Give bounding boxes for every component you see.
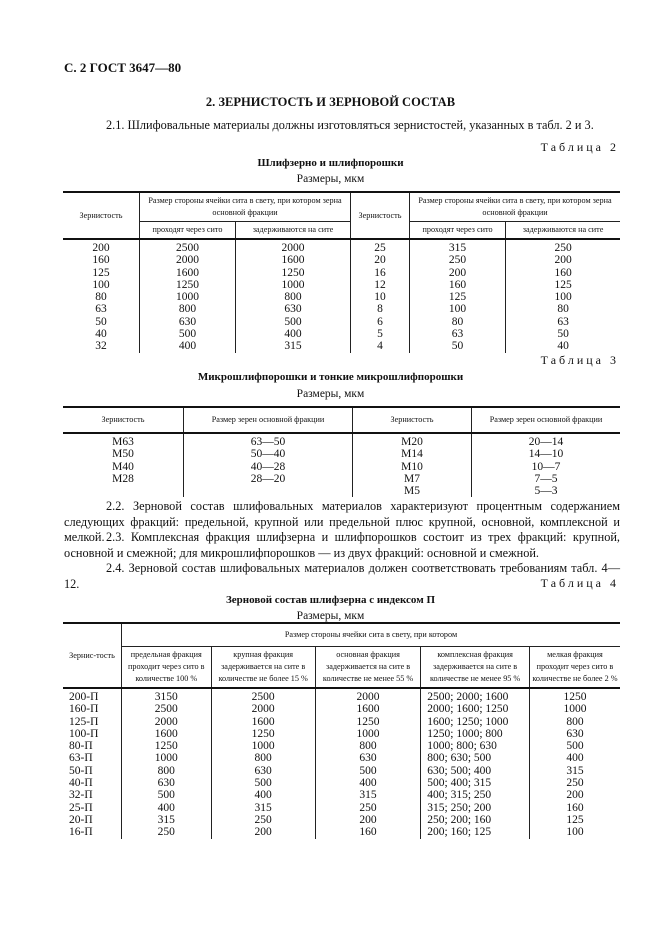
- col-header: Зернистость: [63, 192, 140, 239]
- table-row: [63, 703, 620, 715]
- table-cell: 315; 250; 200: [421, 802, 530, 814]
- table4-title: Зерновой состав шлифзерна с индексом П: [225, 594, 436, 606]
- table-row: [63, 688, 620, 703]
- table-cell: 10—7: [472, 461, 621, 473]
- table-cell: 800: [315, 740, 421, 752]
- table-cell: 63: [63, 303, 140, 315]
- table-cell: 1600: [211, 716, 315, 728]
- table-cell: 800: [140, 303, 236, 315]
- table-cell: 2500: [140, 239, 236, 254]
- table-cell: 200-П: [63, 688, 122, 703]
- table-cell: 50: [63, 316, 140, 328]
- table-row: [63, 316, 620, 328]
- table-cell: 500: [211, 777, 315, 789]
- table-row: [63, 802, 620, 814]
- table-cell: М14: [353, 448, 472, 460]
- table-cell: 400: [529, 752, 620, 764]
- table-cell: [63, 485, 184, 497]
- col-header: Размер зерен основной фракции: [184, 407, 353, 433]
- table-row: [63, 239, 620, 254]
- col-header: Размер стороны ячейки сита в свету, при котором зерна основной фракции: [409, 192, 620, 222]
- table-4: [63, 622, 620, 839]
- table-row: [63, 291, 620, 303]
- table-cell: 315: [315, 789, 421, 801]
- table-cell: 1600: [236, 254, 351, 266]
- table-row: [63, 740, 620, 752]
- table-row: [63, 485, 620, 497]
- table-row: [63, 765, 620, 777]
- table-cell: 500: [236, 316, 351, 328]
- table-cell: 250; 200; 160: [421, 814, 530, 826]
- table-cell: 2000: [211, 703, 315, 715]
- table-cell: 1000: [122, 752, 212, 764]
- table-cell: 315: [236, 340, 351, 352]
- table-cell: 630: [315, 752, 421, 764]
- table-row: [63, 279, 620, 291]
- page-header: С. 2 ГОСТ 3647—80: [64, 60, 182, 75]
- table-cell: 1250: [529, 688, 620, 703]
- col-header: Размер зерен основной фракции: [472, 407, 621, 433]
- table-cell: 500: [315, 765, 421, 777]
- table-cell: 63-П: [63, 752, 122, 764]
- table-cell: [184, 485, 353, 497]
- table-cell: 125: [409, 291, 505, 303]
- table-cell: 800: [236, 291, 351, 303]
- table-cell: 500; 400; 315: [421, 777, 530, 789]
- table-cell: 40-П: [63, 777, 122, 789]
- col-header: предельная фракция проходит через сито в количестве 100 %: [122, 647, 212, 689]
- col-header: Зернистость: [353, 407, 472, 433]
- table3-title: Микрошлифпорошки и тонкие микрошлифпорошки: [197, 371, 464, 383]
- table-cell: 14—10: [472, 448, 621, 460]
- table-cell: 500: [140, 328, 236, 340]
- table-cell: 400: [140, 340, 236, 352]
- table-row: [63, 254, 620, 266]
- table-cell: 315: [122, 814, 212, 826]
- col-header: Зернистость: [63, 407, 184, 433]
- table-cell: 800: [122, 765, 212, 777]
- table-cell: 50: [409, 340, 505, 352]
- table-cell: 1000: [529, 703, 620, 715]
- table-cell: М5: [353, 485, 472, 497]
- col-header: проходят через сито: [140, 222, 236, 240]
- table-row: [63, 433, 620, 448]
- table-cell: 1250: [236, 267, 351, 279]
- table-cell: М7: [353, 473, 472, 485]
- table-row: [63, 473, 620, 485]
- table-row: [63, 789, 620, 801]
- table-cell: 1250: [140, 279, 236, 291]
- col-header: проходят через сито: [409, 222, 505, 240]
- table3-label: Таблица 3: [540, 353, 619, 367]
- col-header: Зернистость: [350, 192, 409, 239]
- table-cell: 2500: [122, 703, 212, 715]
- table-cell: 63: [506, 316, 620, 328]
- table-cell: 20: [350, 254, 409, 266]
- paragraph-2-2: 2.2. Зерновой состав шлифовальных материалов характеризуют процентным содержанием следующих фракций: предельной, крупной или предельной плюс крупной, основной, комплексной и мелкой.: [64, 499, 620, 544]
- table-cell: 1600: [315, 703, 421, 715]
- table-cell: 4: [350, 340, 409, 352]
- table-cell: 2000; 1600; 1250: [421, 703, 530, 715]
- table-cell: 630: [236, 303, 351, 315]
- table-cell: 315: [211, 802, 315, 814]
- table-cell: 200: [506, 254, 620, 266]
- table-cell: 125: [506, 279, 620, 291]
- table-cell: 32-П: [63, 789, 122, 801]
- table-cell: 160: [529, 802, 620, 814]
- table-cell: 200; 160; 125: [421, 826, 530, 838]
- table-row: [63, 461, 620, 473]
- table3-units: Размеры, мкм: [296, 388, 365, 400]
- table-cell: 28—20: [184, 473, 353, 485]
- table-cell: 160-П: [63, 703, 122, 715]
- table-cell: 400: [236, 328, 351, 340]
- table-cell: 2000: [315, 688, 421, 703]
- table-cell: 250: [211, 814, 315, 826]
- table-cell: 6: [350, 316, 409, 328]
- table-cell: 250: [409, 254, 505, 266]
- table-cell: 400: [211, 789, 315, 801]
- table-cell: 500: [122, 789, 212, 801]
- table-cell: 1600: [122, 728, 212, 740]
- table-row: [63, 340, 620, 352]
- table-cell: 80: [506, 303, 620, 315]
- table-cell: 32: [63, 340, 140, 352]
- table-cell: 1000; 800; 630: [421, 740, 530, 752]
- table-cell: 25: [350, 239, 409, 254]
- table-row: [63, 448, 620, 460]
- table-cell: 1600; 1250; 1000: [421, 716, 530, 728]
- table-cell: 1250: [122, 740, 212, 752]
- table-cell: 63: [409, 328, 505, 340]
- table-cell: 250: [529, 777, 620, 789]
- table-cell: 160: [63, 254, 140, 266]
- table-cell: 125: [63, 267, 140, 279]
- table-cell: 5: [350, 328, 409, 340]
- table-cell: 160: [409, 279, 505, 291]
- section-title: 2. ЗЕРНИСТОСТЬ И ЗЕРНОВОЙ СОСТАВ: [205, 95, 456, 109]
- table-cell: 20-П: [63, 814, 122, 826]
- table-row: [63, 826, 620, 838]
- col-header: Размер стороны ячейки сита в свету, при котором: [122, 623, 621, 647]
- table-cell: М40: [63, 461, 184, 473]
- table-cell: 630; 500; 400: [421, 765, 530, 777]
- table-cell: 315: [409, 239, 505, 254]
- table-cell: 1000: [211, 740, 315, 752]
- table-cell: 100: [529, 826, 620, 838]
- paragraph-2-4: 2.4. Зерновой состав шлифовальных материалов должен соответствовать требованиям табл. 4—12.: [64, 561, 620, 591]
- table-cell: 800; 630; 500: [421, 752, 530, 764]
- table-cell: 500: [529, 740, 620, 752]
- table-cell: 40: [63, 328, 140, 340]
- table-cell: 10: [350, 291, 409, 303]
- col-header: Зернис-тость: [63, 623, 122, 688]
- table-row: [63, 303, 620, 315]
- table-cell: 1600: [140, 267, 236, 279]
- table-cell: 250: [315, 802, 421, 814]
- table2-label: Таблица 2: [540, 140, 619, 154]
- table-row: [63, 752, 620, 764]
- table-cell: 630: [140, 316, 236, 328]
- table-cell: М50: [63, 448, 184, 460]
- table-cell: 400: [315, 777, 421, 789]
- col-header: основная фракция задерживается на сите в количестве не менее 55 %: [315, 647, 421, 689]
- col-header: Размер стороны ячейки сита в свету, при котором зерна основной фракции: [140, 192, 351, 222]
- table-cell: 1250: [315, 716, 421, 728]
- table-cell: 16: [350, 267, 409, 279]
- table-cell: 16-П: [63, 826, 122, 838]
- table-2: [63, 191, 620, 353]
- table-cell: 315: [529, 765, 620, 777]
- table-cell: 80-П: [63, 740, 122, 752]
- table-cell: 250: [506, 239, 620, 254]
- table-cell: 200: [211, 826, 315, 838]
- table-cell: 100: [63, 279, 140, 291]
- table-cell: 50—40: [184, 448, 353, 460]
- table-cell: 20—14: [472, 433, 621, 448]
- table-cell: 200: [315, 814, 421, 826]
- col-header: задерживаются на сите: [236, 222, 351, 240]
- table-cell: 1250; 1000; 800: [421, 728, 530, 740]
- table4-units: Размеры, мкм: [296, 610, 365, 622]
- table-cell: 80: [63, 291, 140, 303]
- col-header: крупная фракция задерживается на сите в количестве не более 15 %: [211, 647, 315, 689]
- table-cell: 125: [529, 814, 620, 826]
- col-header: комплексная фракция задерживается на сите в количестве не менее 95 %: [421, 647, 530, 689]
- table-cell: 250: [122, 826, 212, 838]
- col-header: задерживаются на сите: [506, 222, 620, 240]
- table-cell: М20: [353, 433, 472, 448]
- table-cell: 8: [350, 303, 409, 315]
- table-cell: 2000: [122, 716, 212, 728]
- table-cell: 5—3: [472, 485, 621, 497]
- table2-title: Шлифзерно и шлифпорошки: [257, 157, 404, 169]
- table-cell: 200: [409, 267, 505, 279]
- table-cell: 25-П: [63, 802, 122, 814]
- table-cell: 40—28: [184, 461, 353, 473]
- table-cell: 3150: [122, 688, 212, 703]
- table-row: [63, 716, 620, 728]
- table-cell: 63—50: [184, 433, 353, 448]
- table-cell: 125-П: [63, 716, 122, 728]
- table-cell: 40: [506, 340, 620, 352]
- table-cell: 800: [529, 716, 620, 728]
- table-cell: 400; 315; 250: [421, 789, 530, 801]
- table2-units: Размеры, мкм: [296, 173, 365, 185]
- table-cell: 1000: [140, 291, 236, 303]
- paragraph-2-1: 2.1. Шлифовальные материалы должны изготовляться зернистостей, указанных в табл. 2 и 3.: [106, 118, 594, 132]
- table-cell: 2000: [236, 239, 351, 254]
- table-cell: 630: [529, 728, 620, 740]
- table-cell: 7—5: [472, 473, 621, 485]
- table4-label: Таблица 4: [540, 576, 619, 590]
- table-cell: 2500: [211, 688, 315, 703]
- table-cell: 2000: [140, 254, 236, 266]
- table-cell: 800: [211, 752, 315, 764]
- table-cell: М28: [63, 473, 184, 485]
- table-row: [63, 328, 620, 340]
- table-cell: 630: [211, 765, 315, 777]
- table-cell: 50-П: [63, 765, 122, 777]
- table-cell: М63: [63, 433, 184, 448]
- table-row: [63, 777, 620, 789]
- table-cell: 100: [506, 291, 620, 303]
- table-3: [63, 406, 620, 497]
- table-cell: 200: [529, 789, 620, 801]
- table-cell: 630: [122, 777, 212, 789]
- table-cell: 1250: [211, 728, 315, 740]
- table-cell: М10: [353, 461, 472, 473]
- table-row: [63, 267, 620, 279]
- table-cell: 2500; 2000; 1600: [421, 688, 530, 703]
- table-cell: 100: [409, 303, 505, 315]
- table-cell: 12: [350, 279, 409, 291]
- table-cell: 100-П: [63, 728, 122, 740]
- table-cell: 50: [506, 328, 620, 340]
- table-cell: 1000: [236, 279, 351, 291]
- col-header: мелкая фракция проходит через сито в количестве не более 2 %: [529, 647, 620, 689]
- table-row: [63, 814, 620, 826]
- paragraph-2-3: 2.3. Комплексная фракция шлифзерна и шлифпорошков состоит из трех фракций: крупной, основной и смежной; для микрошлифпорошков — из двух фракций: основной и смежной.: [64, 530, 620, 560]
- table-cell: 400: [122, 802, 212, 814]
- table-cell: 1000: [315, 728, 421, 740]
- table-row: [63, 728, 620, 740]
- table-cell: 200: [63, 239, 140, 254]
- table-cell: 80: [409, 316, 505, 328]
- table-cell: 160: [506, 267, 620, 279]
- table-cell: 160: [315, 826, 421, 838]
